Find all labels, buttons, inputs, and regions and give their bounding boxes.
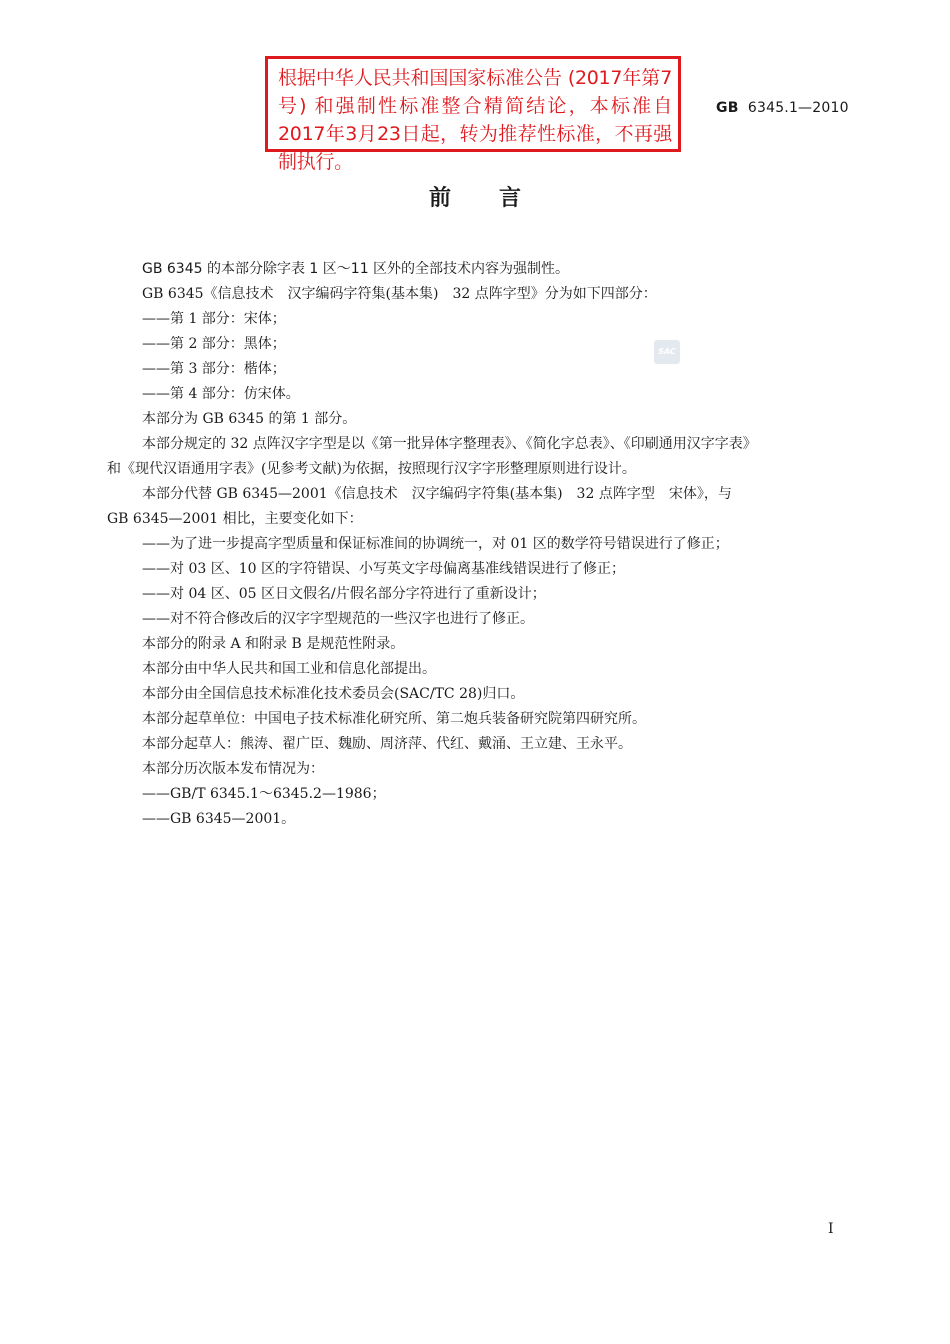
list-item-history-2: ——GB 6345—2001。 [142,811,296,827]
paragraph-parts-intro: GB 6345《信息技术 汉字编码字符集(基本集) 32 点阵字型》分为如下四部分： [142,286,657,302]
list-item-history-1: ——GB/T 6345.1～6345.2—1986； [142,786,386,802]
page-title: 前言 [428,186,569,211]
list-item-part-2: ——第 2 部分：黑体； [142,336,286,352]
paragraph-proposed-by: 本部分由中华人民共和国工业和信息化部提出。 [142,661,436,677]
standard-code-prefix: GB [716,100,739,116]
paragraph-replaces-line-2: GB 6345—2001 相比，主要变化如下： [107,511,363,527]
paragraph-managed-by: 本部分由全国信息技术标准化技术委员会(SAC/TC 28)归口。 [142,686,525,702]
list-item-change-1: ——为了进一步提高字型质量和保证标准间的协调统一，对 01 区的数学符号错误进行了修正； [142,536,729,552]
list-item-part-4: ——第 4 部分：仿宋体。 [142,386,300,402]
list-item-change-3: ——对 04 区、05 区日文假名/片假名部分字符进行了重新设计； [142,586,546,602]
foreword-body [107,257,843,832]
paragraph-drafters: 本部分起草人：熊涛、翟广臣、魏励、周济萍、代红、戴涌、王立建、王永平。 [142,736,632,752]
paragraph-drafting-units: 本部分起草单位：中国电子技术标准化研究所、第二炮兵装备研究院第四研究所。 [142,711,646,727]
list-item-change-4: ——对不符合修改后的汉字字型规范的一些汉字也进行了修正。 [142,611,534,627]
list-item-part-1: ——第 1 部分：宋体； [142,311,286,327]
standard-code [716,100,849,116]
paragraph-history-intro: 本部分历次版本发布情况为： [142,761,324,777]
paragraph-replaces-line-1: 本部分代替 GB 6345—2001《信息技术 汉字编码字符集(基本集) 32 点阵字型 宋体》，与 [142,486,732,502]
paragraph-this-part: 本部分为 GB 6345 的第 1 部分。 [142,411,357,427]
notice-text: 根据中华人民共和国国家标准公告 (2017年第7号) 和强制性标准整合精简结论，本标准自2017年3月23日起，转为推荐性标准，不再强制执行。 [278,67,672,173]
sac-watermark-logo: SAC [654,340,680,364]
standard-code-number: 6345.1—2010 [747,100,849,116]
paragraph-annexes: 本部分的附录 A 和附录 B 是规范性附录。 [142,636,405,652]
page-number: I [828,1221,834,1237]
paragraph-basis-line-2: 和《现代汉语通用字表》(见参考文献)为依据，按照现行汉字字形整理原则进行设计。 [107,461,636,477]
list-item-change-2: ——对 03 区、10 区的字符错误、小写英文字母偏离基准线错误进行了修正； [142,561,625,577]
paragraph-basis-line-1: 本部分规定的 32 点阵汉字字型是以《第一批异体字整理表》、《简化字总表》、《印刷通用汉字字表》 [142,436,757,452]
paragraph-mandatory-scope: GB 6345 的本部分除字表 1 区～11 区外的全部技术内容为强制性。 [142,261,570,277]
list-item-part-3: ——第 3 部分：楷体； [142,361,286,377]
mandatory-status-notice [265,56,681,173]
